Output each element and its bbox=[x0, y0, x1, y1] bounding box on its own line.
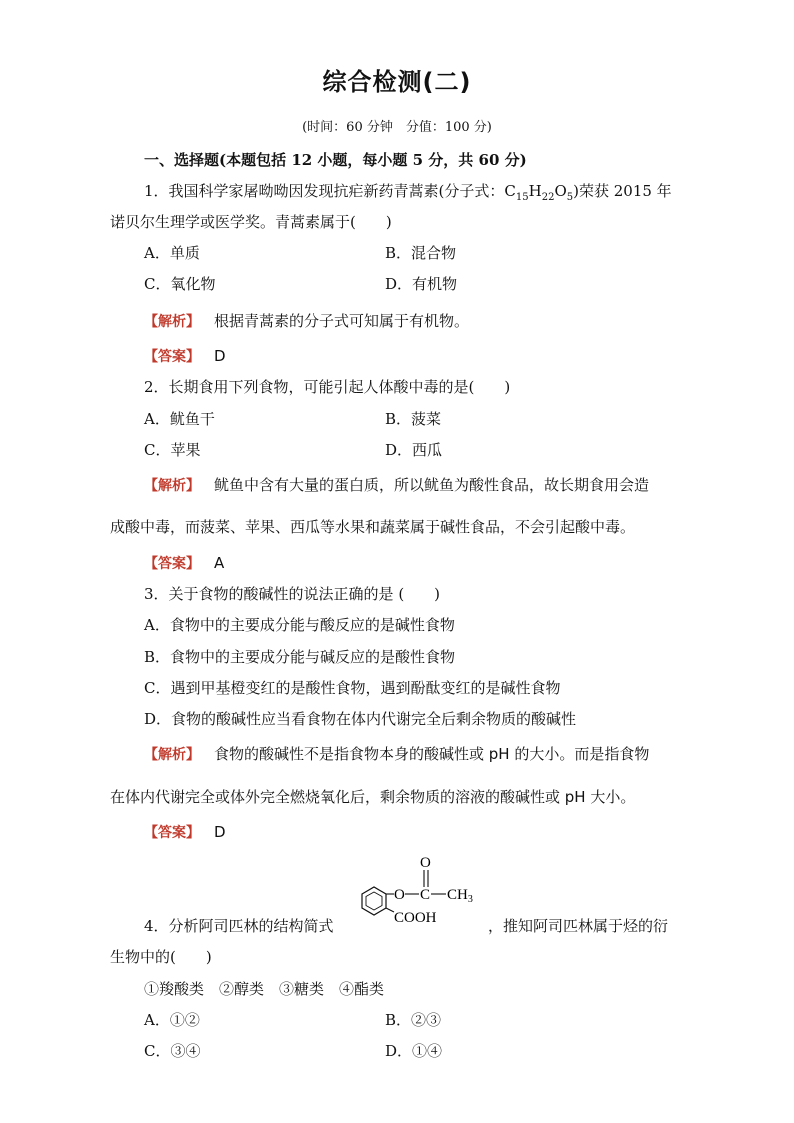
formula-c: C bbox=[420, 887, 431, 903]
q1-option-b: B．混合物 bbox=[385, 244, 457, 262]
formula-o-top: O bbox=[420, 855, 431, 871]
benzene-inner-ring bbox=[366, 892, 382, 910]
q2-analysis-line1: 【解析】 鱿鱼中含有大量的蛋白质，所以鱿鱼为酸性食品，故长期食用会造 bbox=[144, 476, 650, 494]
formula-o-link: O bbox=[394, 887, 405, 903]
q4-choices: ①羧酸类 ②醇类 ③糖类 ④酯类 bbox=[144, 980, 385, 998]
q4-option-d: D．①④ bbox=[385, 1042, 443, 1060]
analysis-label: 【解析】 bbox=[144, 478, 200, 494]
q2-answer: 【答案】 A bbox=[144, 554, 225, 572]
formula-cooh: COOH bbox=[394, 910, 437, 926]
analysis-label: 【解析】 bbox=[144, 747, 200, 763]
q3-analysis-line1: 【解析】 食物的酸碱性不是指食物本身的酸碱性或 pH 的大小。而是指食物 bbox=[144, 745, 650, 763]
q4-option-a: A．①② bbox=[144, 1011, 200, 1029]
q1-stem-line1: 1．我国科学家屠呦呦因发现抗疟新药青蒿素(分子式：$C_{15}H_{22}O_5$)荣获 2015 年 bbox=[144, 182, 672, 203]
q2-analysis-line2: 成酸中毒，而菠菜、苹果、西瓜等水果和蔬菜属于碱性食品，不会引起酸中毒。 bbox=[110, 518, 636, 536]
q3-stem: 3．关于食物的酸碱性的说法正确的是 ( ) bbox=[144, 585, 441, 603]
q2-option-c: C．苹果 bbox=[144, 441, 201, 459]
q1-option-d: D．有机物 bbox=[385, 275, 458, 293]
q2-option-b: B．菠菜 bbox=[385, 410, 442, 428]
q4-stem-part1: 4．分析阿司匹林的结构简式 bbox=[144, 917, 334, 935]
q1-option-c: C．氧化物 bbox=[144, 275, 216, 293]
q3-option-c: C．遇到甲基橙变红的是酸性食物，遇到酚酞变红的是碱性食物 bbox=[144, 679, 561, 697]
q3-analysis-line2: 在体内代谢完全或体外完全燃烧氧化后，剩余物质的溶液的酸碱性或 pH 大小。 bbox=[110, 788, 636, 806]
q3-option-d: D．食物的酸碱性应当看食物在体内代谢完全后剩余物质的酸碱性 bbox=[144, 710, 577, 728]
q3-answer: 【答案】 D bbox=[144, 823, 226, 841]
q2-option-d: D．西瓜 bbox=[385, 441, 443, 459]
exam-time-score: (时间：60 分钟 分值：100 分) bbox=[302, 120, 492, 135]
formula-ch3: $CH_3$ bbox=[447, 887, 473, 905]
q1-answer: 【答案】 D bbox=[144, 347, 226, 365]
section-heading: 一、选择题(本题包括 12 小题，每小题 5 分，共 60 分) bbox=[144, 151, 527, 169]
q1-stem-line2: 诺贝尔生理学或医学奖。青蒿素属于( ) bbox=[110, 213, 392, 231]
q3-option-b: B．食物中的主要成分能与碱反应的是酸性食物 bbox=[144, 648, 456, 666]
q2-option-a: A．鱿鱼干 bbox=[144, 410, 215, 428]
answer-label: 【答案】 bbox=[144, 825, 200, 841]
q1-option-a: A．单质 bbox=[144, 244, 200, 262]
q3-option-a: A．食物中的主要成分能与酸反应的是碱性食物 bbox=[144, 616, 455, 634]
q4-option-c: C．③④ bbox=[144, 1042, 201, 1060]
q2-stem: 2．长期食用下列食物，可能引起人体酸中毒的是( ) bbox=[144, 378, 511, 396]
q4-stem-part2: ，推知阿司匹林属于烃的衍 bbox=[488, 917, 669, 935]
aspirin-structure-formula bbox=[340, 850, 490, 940]
page-title: 综合检测(二) bbox=[322, 68, 472, 96]
q4-option-b: B．②③ bbox=[385, 1011, 442, 1029]
q1-analysis: 【解析】 根据青蒿素的分子式可知属于有机物。 bbox=[144, 312, 470, 330]
answer-label: 【答案】 bbox=[144, 349, 200, 365]
analysis-label: 【解析】 bbox=[144, 314, 200, 330]
q4-stem-part3: 生物中的( ) bbox=[110, 948, 212, 966]
answer-label: 【答案】 bbox=[144, 556, 200, 572]
